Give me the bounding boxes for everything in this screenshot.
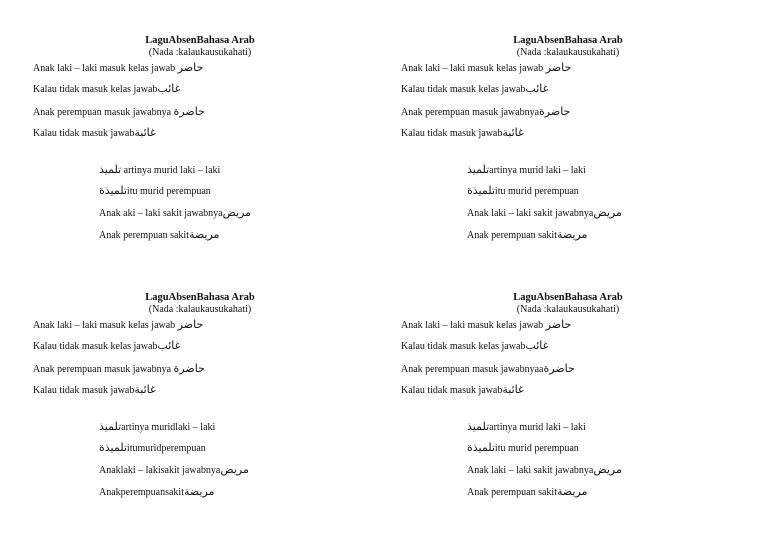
vocab-line	[99, 485, 214, 498]
vocab-text: artinya muridlaki – laki	[121, 422, 216, 433]
lyric-line	[33, 339, 180, 352]
lyric-line	[33, 362, 205, 375]
arabic-word: تلميذة	[467, 184, 495, 197]
vocab-text: artinya murid laki – laki	[489, 422, 586, 433]
lyric-text: Anak laki – laki masuk kelas jawab	[401, 320, 546, 331]
lyric-text: Kalau tidak masuk jawab	[33, 385, 135, 396]
vocab-line	[467, 206, 622, 219]
lyric-text: Anak laki – laki masuk kelas jawab	[33, 63, 178, 74]
lyric-line	[401, 383, 524, 396]
song-block-bottom-right	[401, 287, 751, 537]
arabic-word: حاضرة	[543, 362, 575, 375]
arabic-word: غائبة	[502, 383, 524, 396]
vocab-line	[99, 228, 219, 241]
lyric-line	[401, 362, 575, 375]
lyric-line	[401, 105, 570, 118]
song-title: LaguAbsenBahasa Arab	[513, 35, 623, 46]
arabic-word: تلميذ	[467, 163, 490, 176]
lyric-text: Anak perempuan masuk jawabnya	[401, 107, 540, 118]
song-block-bottom-left	[33, 287, 383, 537]
vocab-text: itu murid perempuan	[494, 186, 579, 197]
lyric-text: Kalau tidak masuk kelas jawab	[33, 341, 158, 352]
vocab-line	[99, 184, 211, 197]
song-subtitle: (Nada :kalaukausukahati)	[516, 47, 620, 58]
lyric-line	[33, 82, 180, 95]
arabic-word: مريض	[593, 206, 622, 219]
song-title: LaguAbsenBahasa Arab	[513, 292, 623, 303]
vocab-text: Anaklaki – lakisakit jawabnya	[99, 465, 221, 476]
vocab-text: Anak perempuan sakit	[99, 230, 189, 241]
vocab-text: itu murid perempuan	[494, 443, 579, 454]
song-subtitle: (Nada :kalaukausukahati)	[148, 304, 252, 315]
vocab-line	[467, 420, 586, 433]
arabic-word: تلميذ	[467, 420, 490, 433]
arabic-word: مريض	[593, 463, 622, 476]
vocab-text: itumuridperempuan	[126, 443, 206, 454]
song-block-top-right	[401, 30, 751, 280]
arabic-word: مريضة	[556, 485, 588, 498]
arabic-word: حاضرة	[173, 362, 205, 375]
vocab-text: Anak perempuan sakit	[467, 487, 557, 498]
arabic-word: غائب	[525, 82, 549, 95]
arabic-word: غائبة	[502, 126, 524, 139]
arabic-word: مريض	[220, 463, 249, 476]
vocab-text: Anak aki – laki sakit jawabnya	[99, 208, 223, 219]
lyric-text: Anak perempuan masuk jawabnya	[33, 107, 174, 118]
song-block-top-left	[33, 30, 383, 280]
vocab-line	[467, 463, 622, 476]
lyric-line	[33, 61, 203, 74]
song-title: LaguAbsenBahasa Arab	[145, 292, 255, 303]
arabic-word: حاضر	[177, 318, 204, 331]
lyric-text: Kalau tidak masuk jawab	[401, 385, 503, 396]
arabic-word: حاضر	[177, 61, 204, 74]
vocab-text: Anak laki – laki sakit jawabnya	[467, 465, 594, 476]
arabic-word: مريضة	[183, 485, 215, 498]
lyric-text: Kalau tidak masuk kelas jawab	[33, 84, 158, 95]
vocab-text: Anak perempuan sakit	[467, 230, 557, 241]
arabic-word: غائبة	[134, 126, 156, 139]
vocab-line	[99, 206, 251, 219]
lyric-line	[401, 339, 548, 352]
vocab-text: itu murid perempuan	[126, 186, 211, 197]
lyric-line	[33, 105, 205, 118]
arabic-word: مريض	[222, 206, 252, 219]
vocab-line	[99, 420, 215, 433]
vocab-line	[99, 441, 206, 454]
arabic-word: حاضر	[545, 61, 572, 74]
lyric-text: Kalau tidak masuk jawab	[401, 128, 503, 139]
vocab-text: artinya murid laki – laki	[489, 165, 586, 176]
lyric-line	[401, 82, 548, 95]
lyric-line	[401, 318, 571, 331]
lyric-text: Anak perempuan masuk jawabnyaa	[401, 364, 544, 375]
lyric-line	[33, 383, 156, 396]
vocab-text: Anak laki – laki sakit jawabnya	[467, 208, 594, 219]
arabic-word: حاضرة	[173, 105, 205, 118]
vocab-line	[467, 228, 587, 241]
song-subtitle: (Nada :kalaukausukahati)	[516, 304, 620, 315]
lyric-text: Anak laki – laki masuk kelas jawab	[401, 63, 546, 74]
vocab-line	[99, 463, 249, 476]
arabic-word: مريضة	[188, 228, 220, 241]
lyric-line	[33, 318, 203, 331]
lyric-text: Kalau tidak masuk kelas jawab	[401, 341, 526, 352]
arabic-word: تلميذ	[99, 163, 122, 176]
arabic-word: غائب	[157, 339, 181, 352]
vocab-line	[467, 441, 579, 454]
arabic-word: تلميذة	[99, 184, 127, 197]
lyric-line	[401, 61, 571, 74]
arabic-word: حاضرة	[539, 105, 571, 118]
lyric-text: Kalau tidak masuk jawab	[33, 128, 135, 139]
arabic-word: غائب	[525, 339, 549, 352]
arabic-word: حاضر	[545, 318, 572, 331]
lyric-text: Kalau tidak masuk kelas jawab	[401, 84, 526, 95]
arabic-word: غائبة	[134, 383, 156, 396]
vocab-line	[467, 163, 586, 176]
lyric-line	[33, 126, 156, 139]
arabic-word: تلميذة	[99, 441, 127, 454]
lyric-line	[401, 126, 524, 139]
song-title: LaguAbsenBahasa Arab	[145, 35, 255, 46]
arabic-word: تلميذ	[99, 420, 122, 433]
lyric-text: Anak laki – laki masuk kelas jawab	[33, 320, 178, 331]
vocab-text: Anakperempuansakit	[99, 487, 184, 498]
lyric-text: Anak perempuan masuk jawabnya	[33, 364, 174, 375]
vocab-line	[467, 485, 587, 498]
vocab-text: artinya murid laki – laki	[121, 165, 221, 176]
arabic-word: تلميذة	[467, 441, 495, 454]
arabic-word: غائب	[157, 82, 181, 95]
arabic-word: مريضة	[556, 228, 588, 241]
vocab-line	[99, 163, 220, 176]
song-subtitle: (Nada :kalaukausukahati)	[148, 47, 252, 58]
vocab-line	[467, 184, 579, 197]
